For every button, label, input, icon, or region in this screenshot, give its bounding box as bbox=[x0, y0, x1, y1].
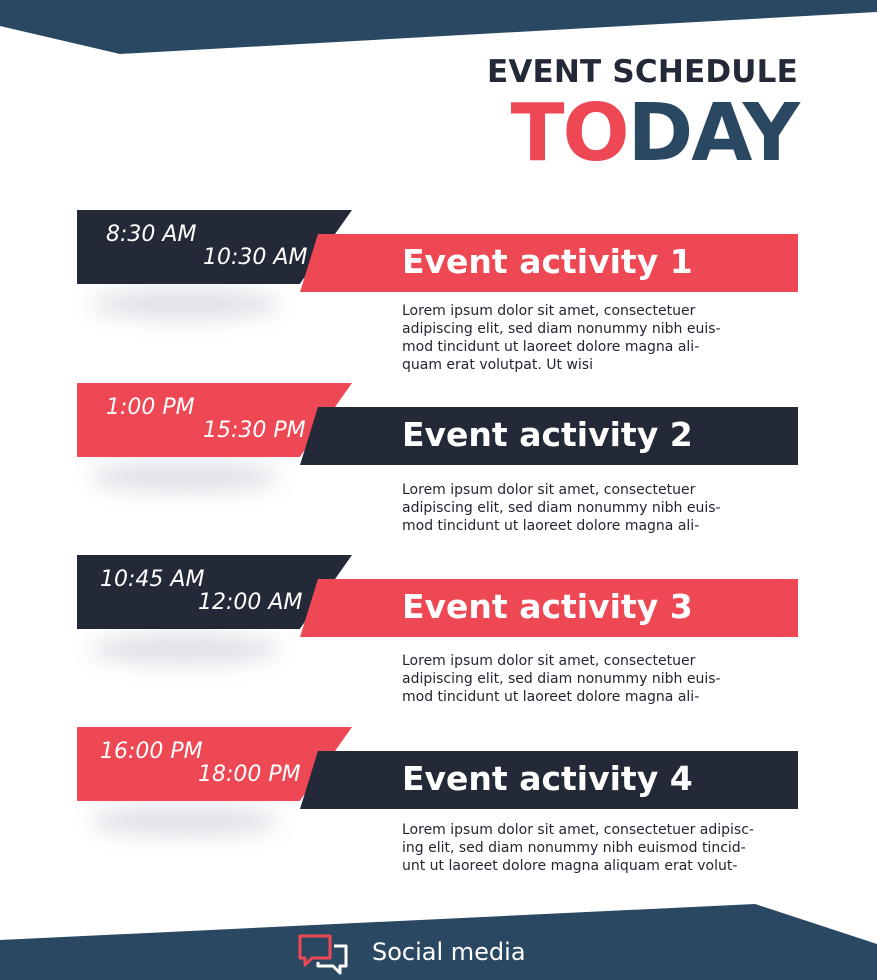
description-line: mod tincidunt ut laoreet dolore magna ali- bbox=[402, 518, 700, 534]
event-end-time: 18:00 PM bbox=[198, 762, 301, 787]
description-line: adipiscing elit, sed diam nonummy nibh euis- bbox=[402, 671, 721, 687]
description-line: mod tincidunt ut laoreet dolore magna ali- bbox=[402, 689, 700, 705]
event-start-time: 1:00 PM bbox=[106, 395, 195, 420]
description-line: Lorem ipsum dolor sit amet, consectetuer bbox=[402, 653, 696, 669]
description-line: Lorem ipsum dolor sit amet, consectetuer adipisc- bbox=[402, 822, 754, 838]
event-end-time: 10:30 AM bbox=[203, 245, 308, 270]
today-title-navy-part: DAY bbox=[627, 87, 798, 179]
event-title: Event activity 4 bbox=[402, 759, 693, 798]
event-2 bbox=[0, 383, 877, 555]
event-1 bbox=[0, 210, 877, 382]
time-tab-shadow bbox=[90, 461, 280, 493]
event-title: Event activity 2 bbox=[402, 415, 693, 454]
event-start-time: 16:00 PM bbox=[100, 739, 203, 764]
event-title: Event activity 3 bbox=[402, 587, 693, 626]
description-line: ing elit, sed diam nonummy nibh euismod tincid- bbox=[402, 840, 746, 856]
time-tab-shadow bbox=[90, 288, 280, 320]
top-decorative-band bbox=[0, 0, 877, 56]
event-title: Event activity 1 bbox=[402, 242, 693, 281]
event-start-time: 10:45 AM bbox=[100, 567, 205, 592]
chat-bubbles-icon[interactable] bbox=[296, 932, 350, 976]
description-line: Lorem ipsum dolor sit amet, consectetuer bbox=[402, 303, 696, 319]
event-start-time: 8:30 AM bbox=[106, 222, 197, 247]
event-description bbox=[402, 821, 762, 875]
event-4 bbox=[0, 727, 877, 899]
today-title bbox=[360, 88, 798, 178]
event-description bbox=[402, 302, 762, 374]
event-3 bbox=[0, 555, 877, 727]
description-line: mod tincidunt ut laoreet dolore magna ali- bbox=[402, 339, 700, 355]
today-title-red-part: TO bbox=[510, 87, 628, 179]
event-end-time: 15:30 PM bbox=[203, 418, 306, 443]
event-description bbox=[402, 652, 762, 706]
description-line: unt ut laoreet dolore magna aliquam erat volut- bbox=[402, 858, 738, 874]
schedule-title: EVENT SCHEDULE bbox=[486, 54, 798, 90]
event-description bbox=[402, 481, 762, 535]
time-tab-shadow bbox=[90, 633, 280, 665]
description-line: Lorem ipsum dolor sit amet, consectetuer bbox=[402, 482, 696, 498]
description-line: quam erat volutpat. Ut wisi bbox=[402, 357, 593, 373]
event-end-time: 12:00 AM bbox=[198, 590, 303, 615]
description-line: adipiscing elit, sed diam nonummy nibh euis- bbox=[402, 500, 721, 516]
time-tab-shadow bbox=[90, 805, 280, 837]
description-line: adipiscing elit, sed diam nonummy nibh euis- bbox=[402, 321, 721, 337]
social-media-link[interactable]: Social media bbox=[372, 938, 526, 966]
